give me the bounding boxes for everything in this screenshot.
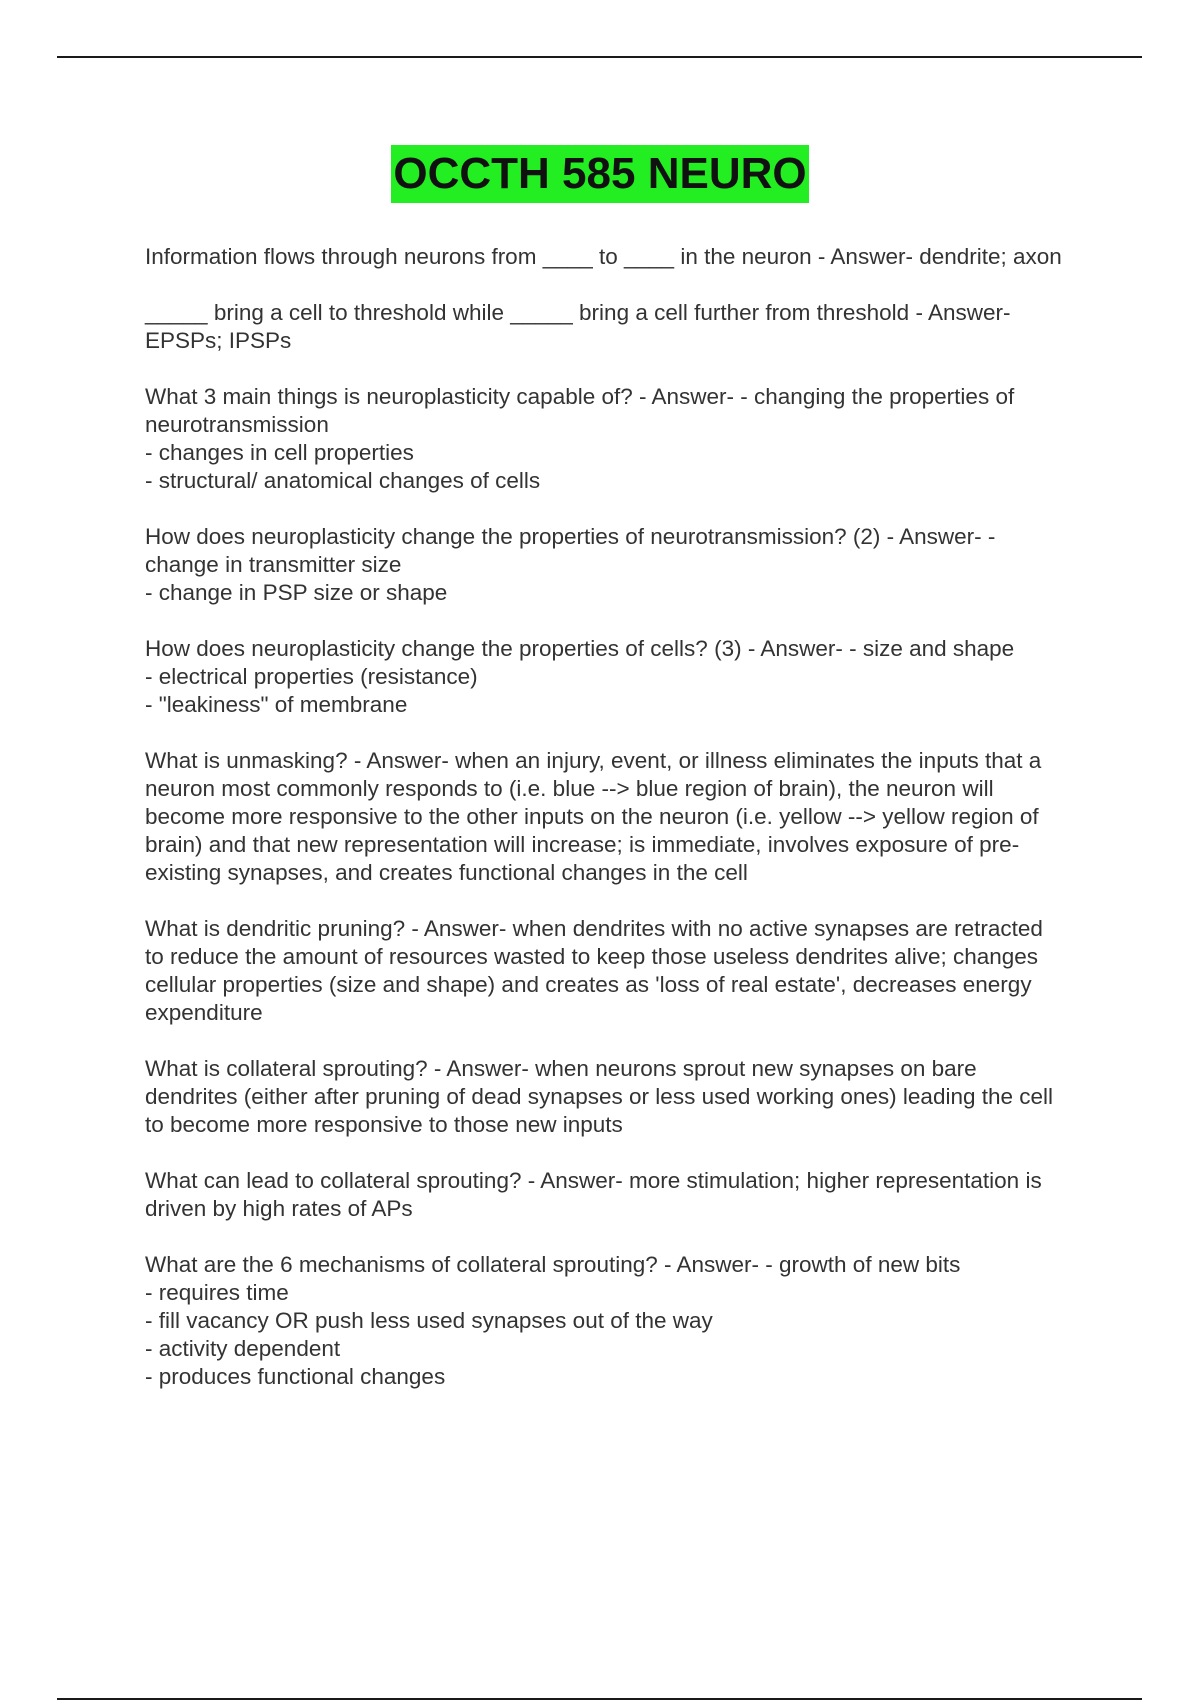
qa-list xyxy=(145,243,1065,1419)
qa-text: What are the 6 mechanisms of collateral sprouting? - Answer- - growth of new bits - requires time - fill vacancy OR push less used synapses out of the way - activity dependent - produces functional changes xyxy=(145,1252,961,1389)
qa-item xyxy=(145,1167,1065,1223)
qa-item xyxy=(145,299,1065,355)
qa-text: What is dendritic pruning? - Answer- when dendrites with no active synapses are retracted to reduce the amount of resources wasted to keep those useless dendrites alive; changes cellular properties (size and shape) and creates as 'loss of real estate', decreases energy expenditure xyxy=(145,916,1050,1025)
qa-item xyxy=(145,915,1065,1027)
document-title: OCCTH 585 NEURO xyxy=(391,145,808,203)
qa-item xyxy=(145,523,1065,607)
qa-item xyxy=(145,243,1065,271)
qa-item xyxy=(145,635,1065,719)
qa-text: What is collateral sprouting? - Answer- when neurons sprout new synapses on bare dendrites (either after pruning of dead synapses or less used working ones) leading the cell to become more responsive to those new inputs xyxy=(145,1056,1060,1137)
qa-text: How does neuroplasticity change the properties of neurotransmission? (2) - Answer- - change in transmitter size - change in PSP size or shape xyxy=(145,524,996,605)
qa-text: How does neuroplasticity change the properties of cells? (3) - Answer- - size and shape - electrical properties (resistance) - "leakiness" of membrane xyxy=(145,636,1015,717)
qa-item xyxy=(145,1251,1065,1391)
qa-text: What is unmasking? - Answer- when an injury, event, or illness eliminates the inputs that a neuron most commonly responds to (i.e. blue --> blue region of brain), the neuron will become more responsive to the other inputs on the neuron (i.e. yellow --> yellow region of brain) and that new representation will increase; is immediate, involves exposure of pre-existing synapses, and creates functional changes in the cell xyxy=(145,748,1048,885)
top-divider xyxy=(57,56,1142,58)
qa-text: What 3 main things is neuroplasticity capable of? - Answer- - changing the properties of neurotransmission - changes in cell properties - structural/ anatomical changes of cells xyxy=(145,384,1015,493)
title-container xyxy=(0,145,1200,203)
qa-item xyxy=(145,1055,1065,1139)
qa-text: What can lead to collateral sprouting? - Answer- more stimulation; higher representation is driven by high rates of APs xyxy=(145,1168,1048,1221)
qa-item xyxy=(145,383,1065,495)
qa-text: Information flows through neurons from ____ to ____ in the neuron - Answer- dendrite; axon xyxy=(145,244,1062,269)
qa-text: _____ bring a cell to threshold while _____ bring a cell further from threshold - Answer- EPSPs; IPSPs xyxy=(145,300,1017,353)
qa-item xyxy=(145,747,1065,887)
